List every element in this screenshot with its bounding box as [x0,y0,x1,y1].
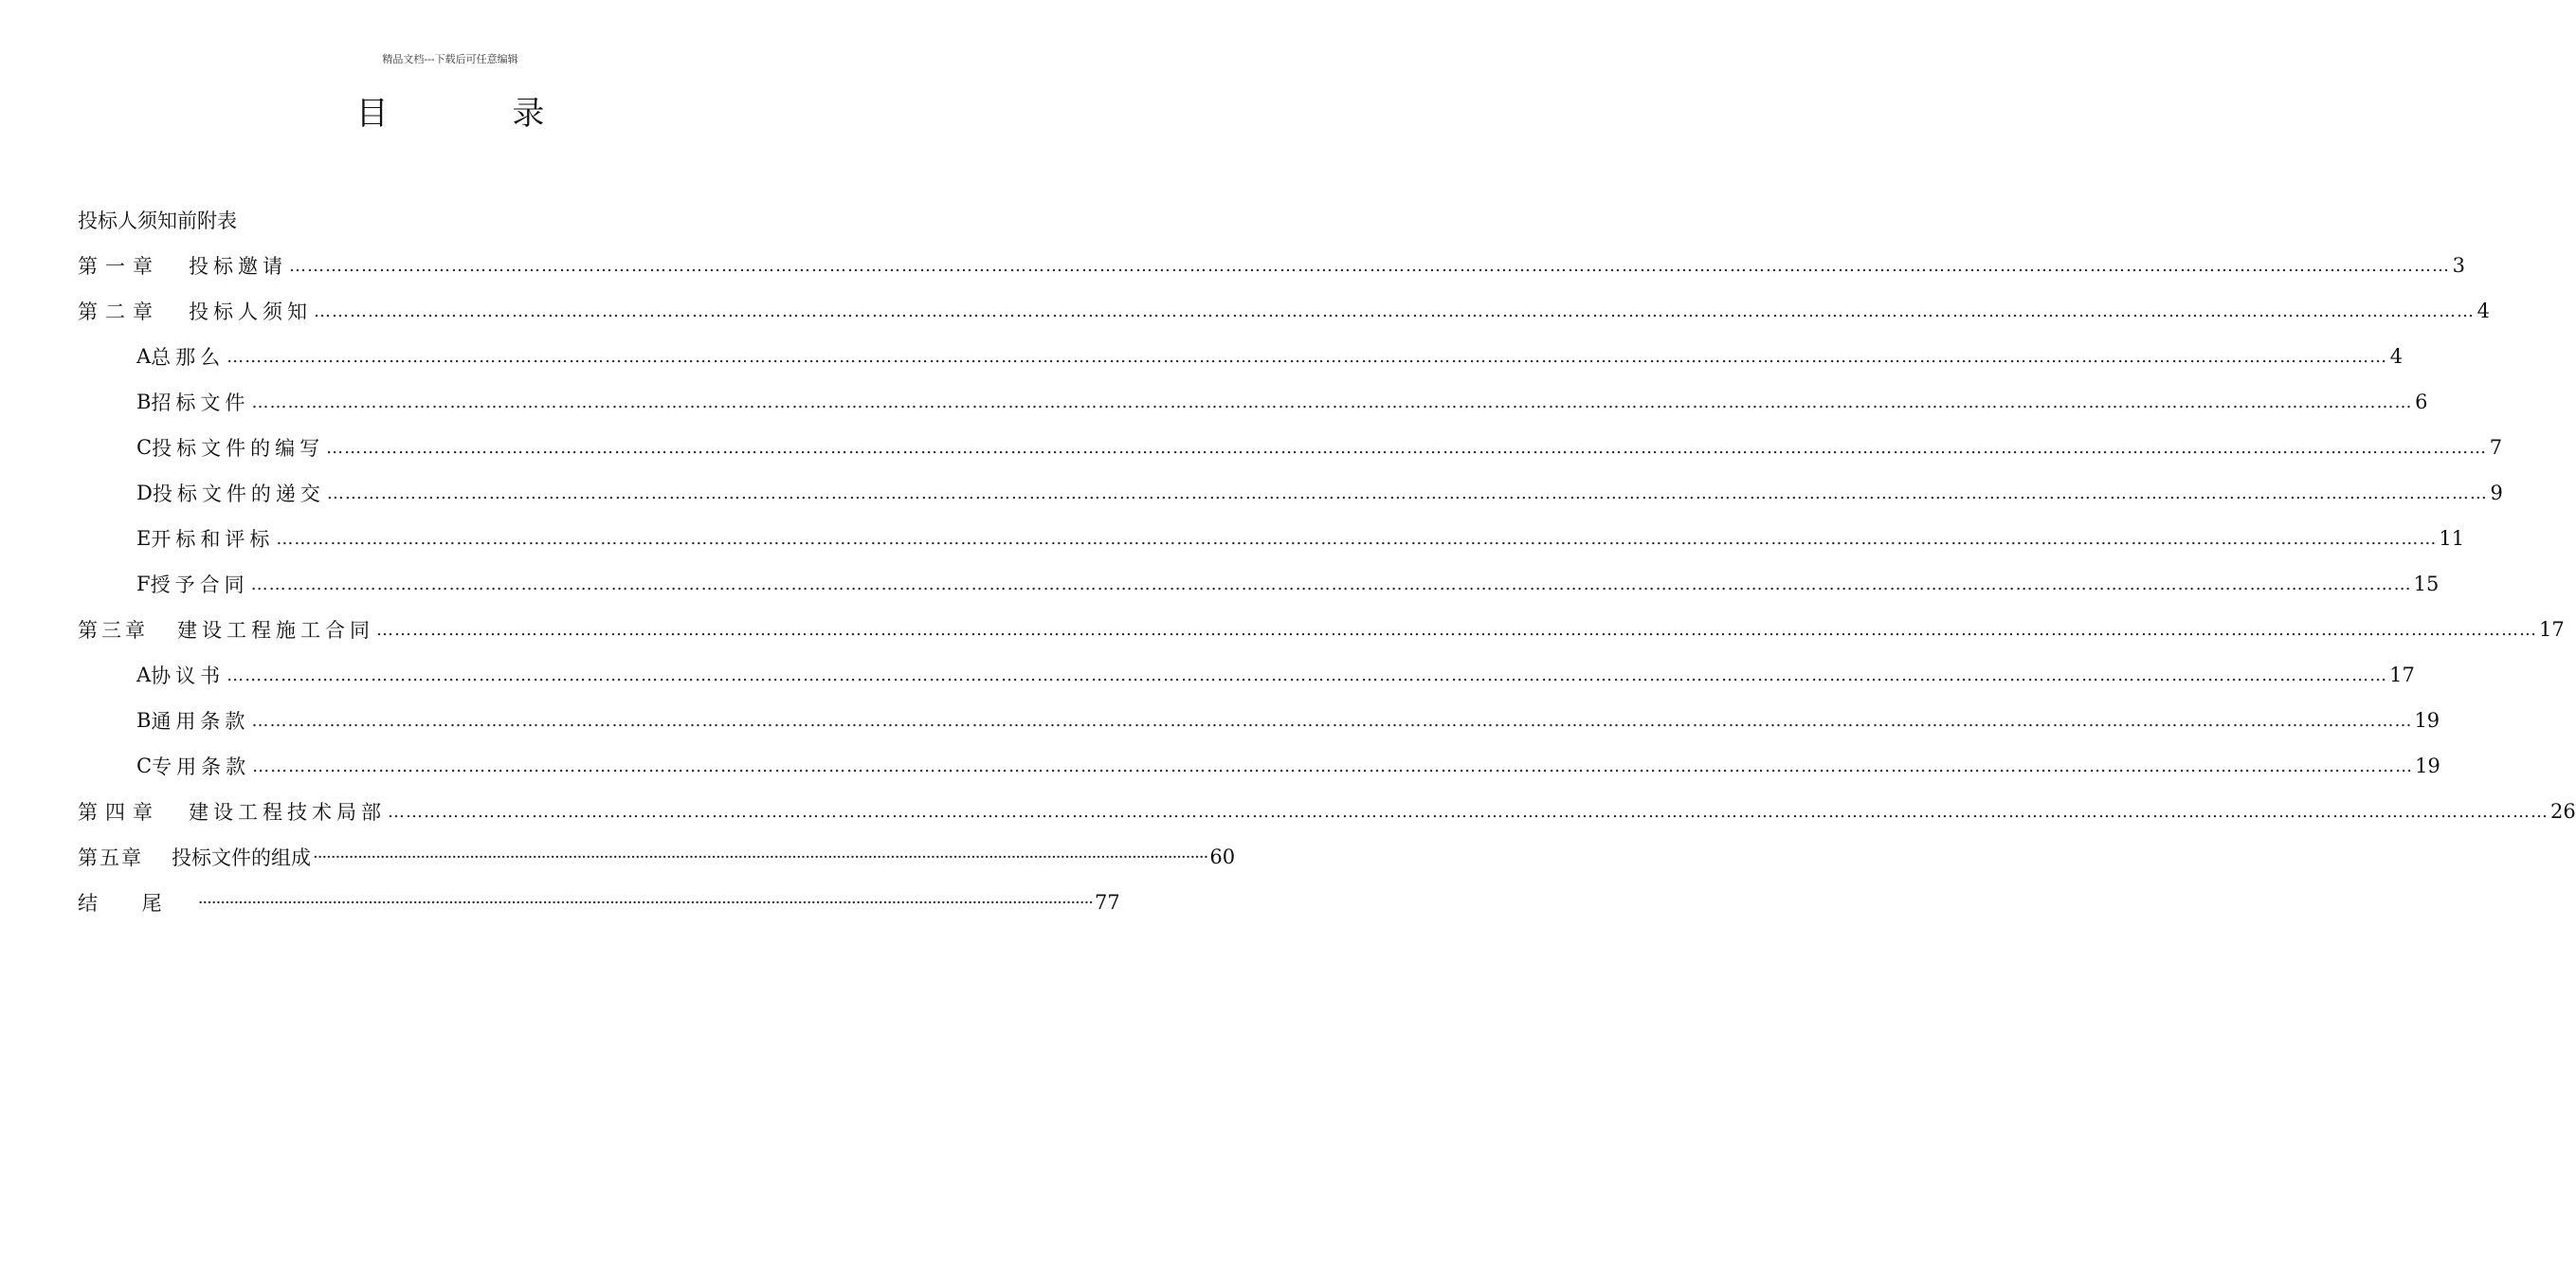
toc-entry-section-2c[interactable] [78,425,2503,470]
toc-entry-text: 建设工程施工合同 [177,619,374,642]
toc-leader-dots: ……………………………………………………………………………………………………………………………………………………………………………………………………………………………………………………………………………………………………………………………… [326,437,2488,458]
toc-page-number: 15 [2413,573,2440,595]
toc-leader-dots: ········································································································································································································ [313,846,1208,867]
toc-page-number: 6 [2415,391,2428,413]
toc-leader-dots: ……………………………………………………………………………………………………………………………………………………………………………………………………………………………………………………………………………………………………………………………… [227,664,2388,685]
toc-section-label: B [136,709,152,732]
toc-entry-section-3a[interactable] [78,652,2415,698]
header-note: 精品文档---下载后可任意编辑 [382,53,518,65]
toc-page-number: 19 [2414,709,2440,732]
toc-entry-text: 投标人须知 [189,300,312,323]
toc-entry-ending[interactable] [78,880,1120,925]
toc-entry-text: 投标文件的组成 [172,846,311,869]
toc-entry-text: 投标人须知前附表 [78,209,237,232]
page-title: 目 录 [355,95,602,133]
toc-page-number: 3 [2452,254,2465,277]
toc-page-number: 11 [2439,527,2465,550]
toc-entry-chapter-2[interactable] [78,288,2490,334]
toc-section-label: F [136,573,151,595]
toc-chapter-label: 第一章 [78,255,160,278]
toc-entry-section-2b[interactable] [78,379,2428,425]
toc-page-number: 17 [2539,618,2565,641]
toc-chapter-label: 第三章 [78,619,149,642]
toc-leader-dots: ……………………………………………………………………………………………………………………………………………………………………………………………………………………………………………………………………………………………………………………………… [376,619,2537,640]
toc-entry-text: 开标和评标 [151,528,275,551]
toc-section-label: A [136,345,152,368]
toc-section-label: C [136,436,153,459]
toc-page-number: 19 [2415,755,2440,777]
toc-section-label: B [136,391,152,413]
toc-entry-text: 建设工程技术局部 [189,801,386,824]
toc-page-number: 7 [2489,436,2503,459]
toc-entry-section-2f[interactable] [78,561,2440,607]
toc-entry-prefatory-table[interactable] [78,197,826,243]
table-of-contents [78,197,2576,925]
toc-leader-dots: ……………………………………………………………………………………………………………………………………………………………………………………………………………………………………………………………………………………………………………………………… [289,255,2450,276]
toc-leader-dots: ……………………………………………………………………………………………………………………………………………………………………………………………………………………………………………………………………………………………………………………………… [252,755,2414,776]
toc-leader-dots: ……………………………………………………………………………………………………………………………………………………………………………………………………………………………………………………………………………………………………………………………… [250,573,2412,594]
toc-entry-text: 招标文件 [151,391,250,414]
toc-entry-text: 投标邀请 [189,255,287,278]
toc-entry-text: 投标文件的编写 [152,437,325,460]
toc-leader-dots: ……………………………………………………………………………………………………………………………………………………………………………………………………………………………………………………………………………………………………………………………… [276,528,2438,549]
toc-chapter-label: 结 尾 [78,892,181,915]
toc-section-label: E [136,527,152,550]
toc-leader-dots: ……………………………………………………………………………………………………………………………………………………………………………………………………………………………………………………………………………………………………………………………… [251,710,2413,731]
toc-page-number: 60 [1209,846,1236,868]
toc-entry-chapter-3[interactable] [78,607,2565,652]
toc-leader-dots: ……………………………………………………………………………………………………………………………………………………………………………………………………………………………………………………………………………………………………………………………… [227,346,2388,367]
toc-leader-dots: ……………………………………………………………………………………………………………………………………………………………………………………………………………………………………………………………………………………………………………………………… [251,391,2413,412]
toc-entry-section-3b[interactable] [78,698,2440,743]
toc-entry-text: 通用条款 [151,710,250,733]
toc-page-number: 17 [2389,664,2415,686]
toc-page-number: 4 [2476,300,2490,322]
toc-entry-text: 专用条款 [152,755,251,778]
toc-entry-section-2e[interactable] [78,516,2465,561]
toc-page-number: 77 [1095,891,1120,914]
toc-entry-text: 协议书 [151,664,226,687]
toc-chapter-label: 第四章 [78,801,160,824]
toc-chapter-label: 第二章 [78,300,160,323]
toc-entry-section-3c[interactable] [78,743,2440,789]
toc-section-label: D [136,482,153,504]
toc-page-number: 4 [2389,345,2404,368]
toc-entry-section-2a[interactable] [78,334,2404,379]
toc-page-number: 26 [2550,800,2576,823]
toc-entry-chapter-1[interactable] [78,243,2465,288]
toc-section-label: C [136,755,153,777]
toc-entry-chapter-4[interactable] [78,789,2576,834]
toc-leader-dots: ········································································································································································································ [197,892,1094,913]
toc-entry-chapter-5[interactable] [78,834,1236,880]
toc-entry-text: 总那么 [151,346,226,369]
toc-leader-dots: ……………………………………………………………………………………………………………………………………………………………………………………………………………………………………………………………………………………………………………………………… [388,801,2549,822]
toc-chapter-label: 第五章 [78,846,143,869]
toc-entry-text: 投标文件的递交 [152,482,325,505]
toc-entry-text: 授予合同 [150,573,249,596]
toc-entry-section-2d[interactable] [78,470,2503,516]
toc-page-number: 9 [2490,482,2503,504]
toc-leader-dots: ……………………………………………………………………………………………………………………………………………………………………………………………………………………………………………………………………………………………………………………………… [326,482,2488,503]
toc-leader-dots: ……………………………………………………………………………………………………………………………………………………………………………………………………………………………………………………………………………………………………………………………… [314,300,2475,321]
toc-section-label: A [136,664,152,686]
